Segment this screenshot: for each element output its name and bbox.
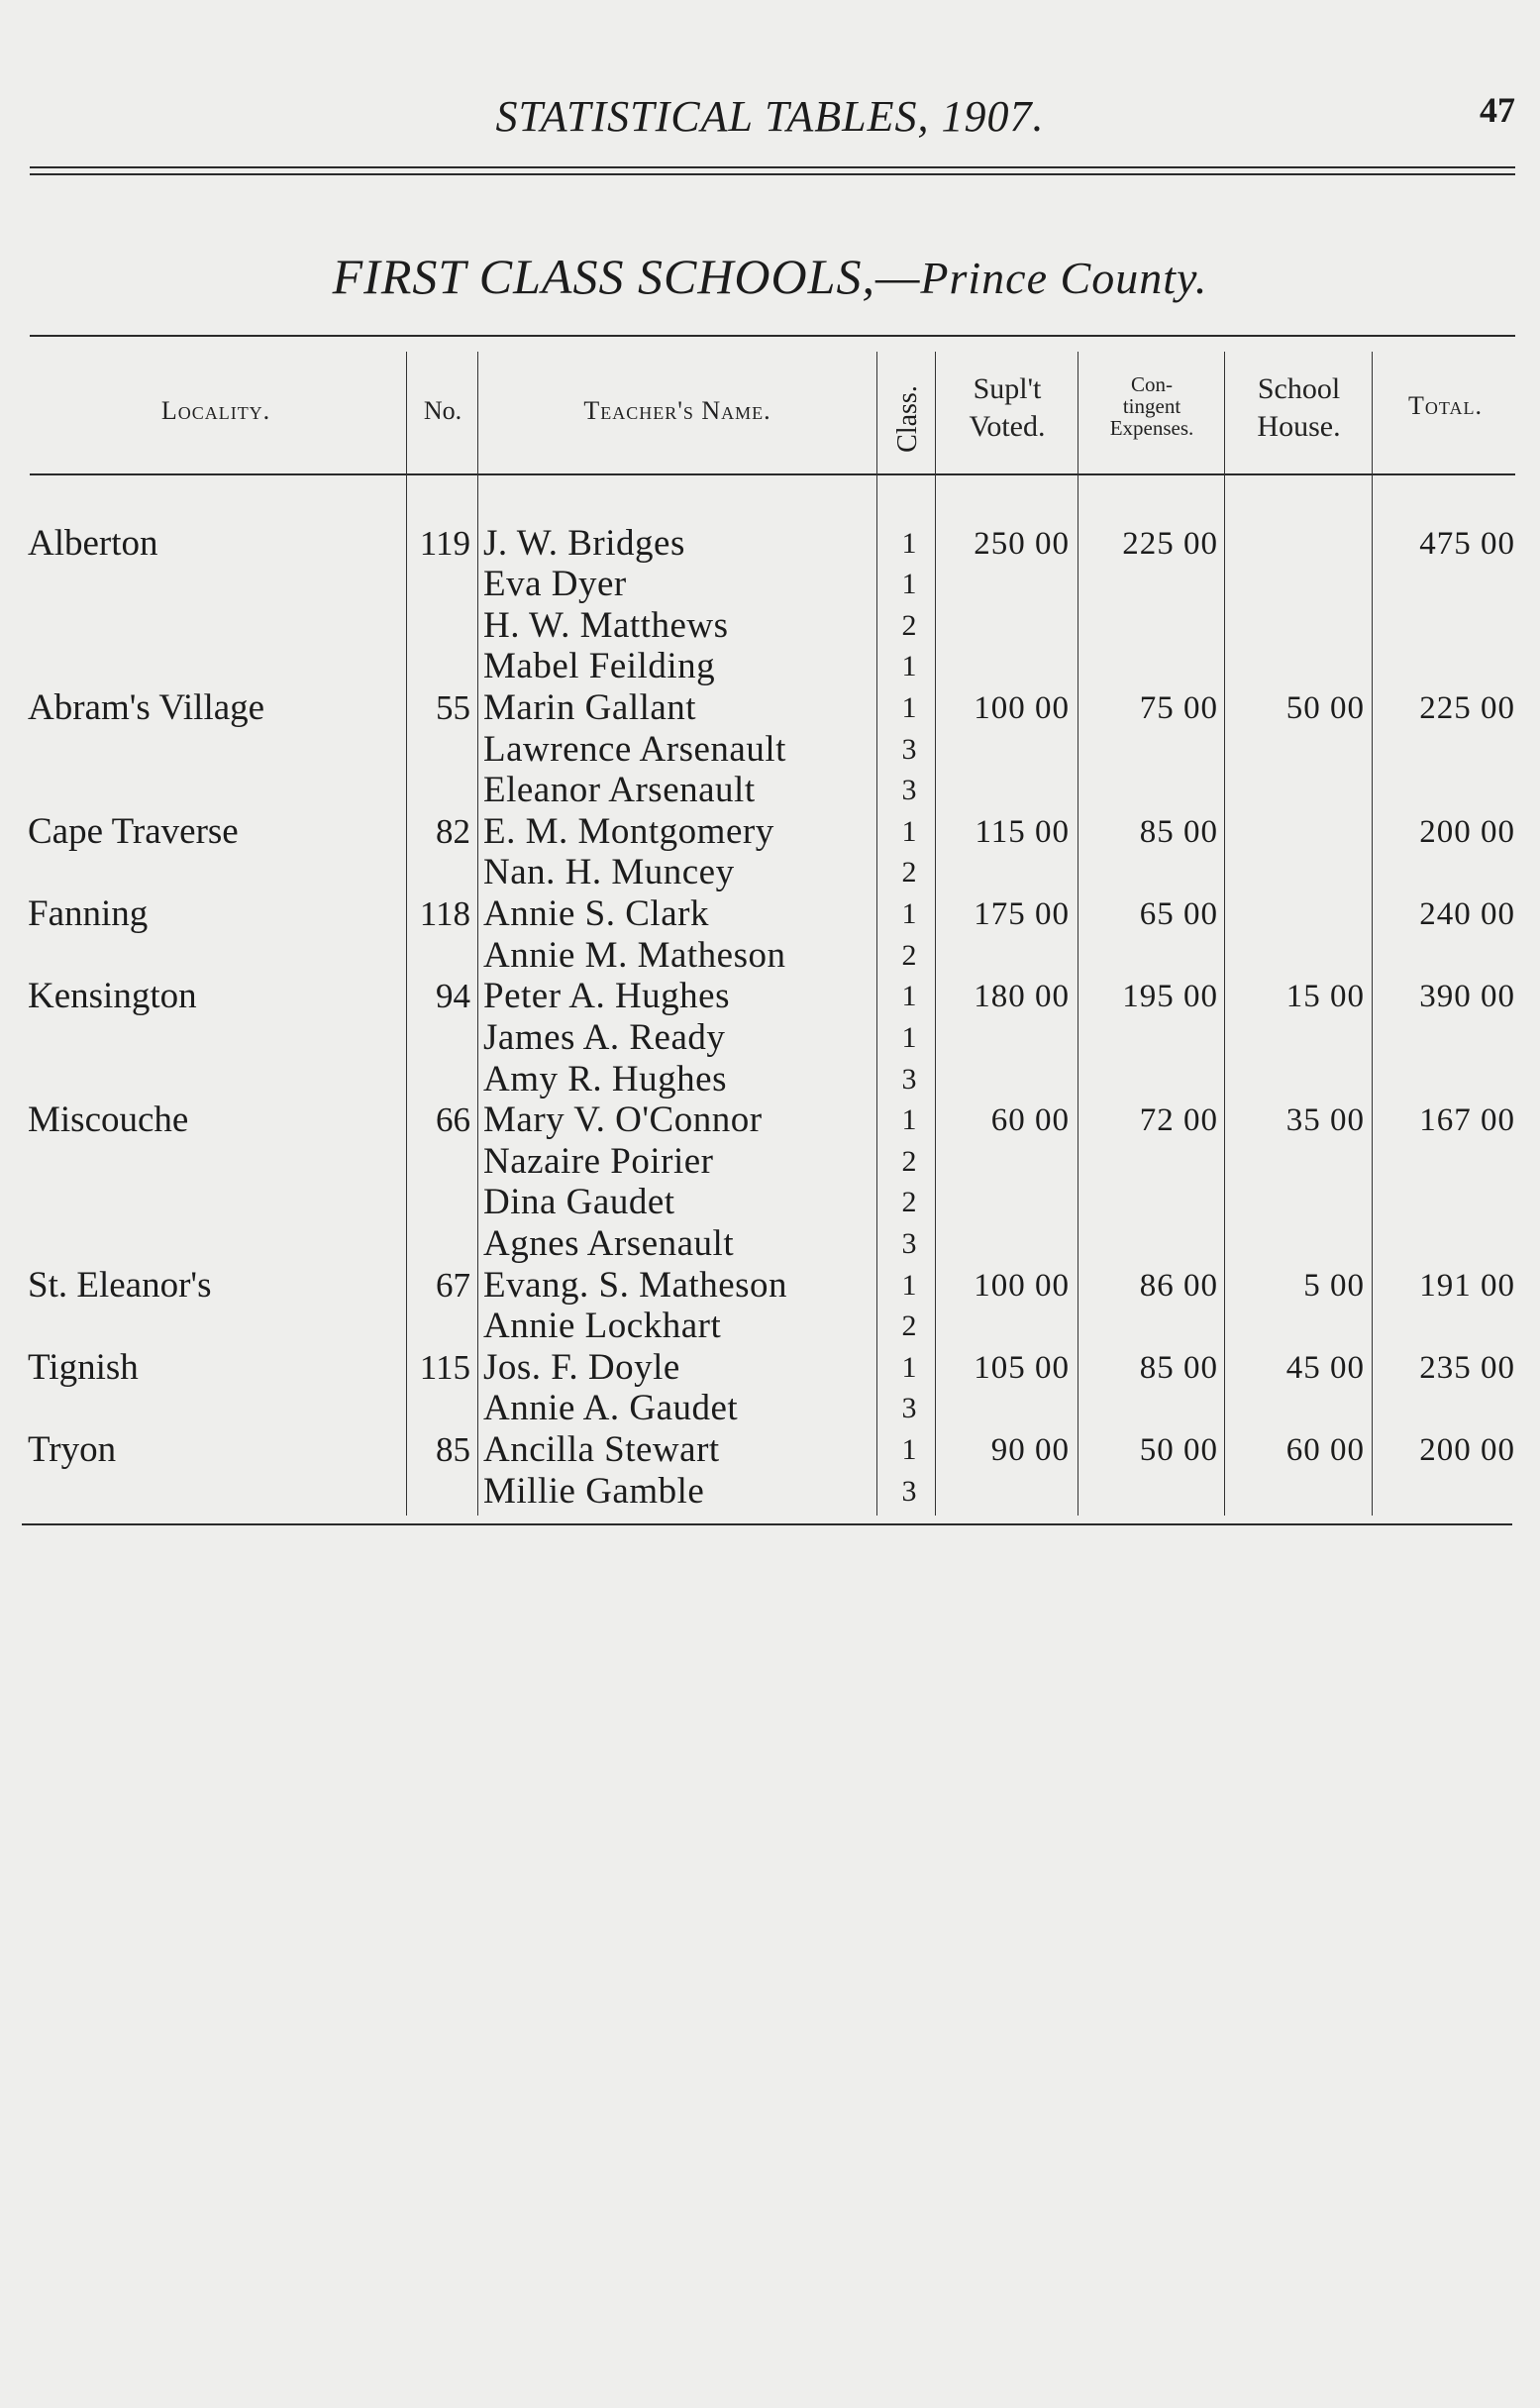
teacher-name: Mary V. O'Connor: [483, 1099, 763, 1140]
teacher-class: 3: [901, 733, 917, 766]
teacher-name: Millie Gamble: [483, 1471, 705, 1512]
teacher-name: Jos. F. Doyle: [483, 1347, 680, 1388]
school-number: 115: [419, 1348, 470, 1387]
teacher-class: 2: [901, 856, 917, 889]
total: 235 00: [1419, 1350, 1515, 1386]
teacher-name: E. M. Montgomery: [483, 811, 774, 852]
teacher-class: 1: [901, 980, 917, 1012]
teacher-name: Annie S. Clark: [483, 893, 709, 934]
teacher-name: Lawrence Arsenault: [483, 729, 786, 770]
school-house: 60 00: [1285, 1432, 1365, 1468]
column-header-no: No.: [423, 396, 462, 425]
column-header-teacher: Teacher's Name.: [583, 396, 771, 425]
locality: Miscouche: [28, 1099, 189, 1140]
table-top-rule: [30, 335, 1515, 337]
contingent-expenses: 50 00: [1139, 1432, 1218, 1468]
contingent-expenses: 195 00: [1122, 979, 1218, 1014]
teacher-name: James A. Ready: [483, 1017, 726, 1058]
school-house: 5 00: [1303, 1268, 1365, 1304]
teacher-class: 1: [901, 1433, 917, 1466]
total: 167 00: [1419, 1102, 1515, 1138]
teacher-name: Mabel Feilding: [483, 646, 716, 686]
teacher-name: Annie M. Matheson: [483, 935, 786, 976]
running-title: STATISTICAL TABLES, 1907.: [495, 92, 1045, 141]
teacher-class: 1: [901, 815, 917, 848]
contingent-expenses: 85 00: [1139, 1350, 1218, 1386]
header-rule-bottom: [30, 173, 1515, 175]
locality: St. Eleanor's: [28, 1265, 212, 1306]
school-number: 118: [419, 894, 470, 933]
teacher-class: 1: [901, 568, 917, 600]
column-header-total: Total.: [1408, 391, 1483, 420]
total: 200 00: [1419, 814, 1515, 850]
supplement-voted: 100 00: [974, 1268, 1070, 1304]
teacher-name: Eleanor Arsenault: [483, 770, 756, 810]
teacher-class: 2: [901, 1309, 917, 1342]
column-header-locality: Locality.: [160, 396, 271, 425]
table-title-main: FIRST CLASS SCHOOLS,—: [332, 249, 921, 304]
teacher-class: 1: [901, 1103, 917, 1136]
supplement-voted: 90 00: [990, 1432, 1070, 1468]
teacher-class: 3: [901, 1063, 917, 1096]
teacher-name: Evang. S. Matheson: [483, 1265, 788, 1306]
teacher-name: Peter A. Hughes: [483, 976, 730, 1016]
supplement-voted: 100 00: [974, 690, 1070, 726]
supplement-voted: 180 00: [974, 979, 1070, 1014]
supplement-voted: 60 00: [990, 1102, 1070, 1138]
teacher-class: 1: [901, 527, 917, 560]
locality: Cape Traverse: [28, 811, 239, 852]
teacher-class: 2: [901, 1186, 917, 1218]
school-house: 15 00: [1285, 979, 1365, 1014]
table-title: [0, 248, 1540, 305]
teacher-class: 2: [901, 609, 917, 642]
teacher-name: Nan. H. Muncey: [483, 852, 735, 892]
school-house: 50 00: [1285, 690, 1365, 726]
column-header-contingent: Con- tingent Expenses.: [1109, 372, 1194, 440]
column-divider: [1372, 352, 1373, 1516]
contingent-expenses: 65 00: [1139, 896, 1218, 932]
locality: Abram's Village: [28, 687, 265, 728]
teacher-class: 3: [901, 774, 917, 806]
total: 240 00: [1419, 896, 1515, 932]
teacher-class: 1: [901, 691, 917, 724]
school-house: 45 00: [1285, 1350, 1365, 1386]
locality: Alberton: [28, 523, 158, 564]
teacher-class: 1: [901, 897, 917, 930]
school-number: 55: [436, 688, 470, 727]
locality: Tignish: [28, 1347, 139, 1388]
table-title-county: Prince County.: [920, 253, 1208, 303]
total: 225 00: [1419, 690, 1515, 726]
total: 390 00: [1419, 979, 1515, 1014]
teacher-name: H. W. Matthews: [483, 605, 729, 646]
supplement-voted: 105 00: [974, 1350, 1070, 1386]
teacher-class: 1: [901, 650, 917, 682]
column-divider: [876, 352, 877, 1516]
teacher-class: 3: [901, 1475, 917, 1508]
teacher-class: 1: [901, 1021, 917, 1054]
teacher-name: Nazaire Poirier: [483, 1141, 714, 1182]
school-number: 94: [436, 977, 470, 1015]
supplement-voted: 115 00: [975, 814, 1070, 850]
teacher-name: Ancilla Stewart: [483, 1429, 720, 1470]
locality: Fanning: [28, 893, 149, 934]
teacher-class: 2: [901, 939, 917, 972]
school-number: 67: [436, 1266, 470, 1305]
supplement-voted: 250 00: [974, 526, 1070, 562]
column-divider: [477, 352, 478, 1516]
teacher-class: 3: [901, 1227, 917, 1260]
teacher-name: Marin Gallant: [483, 687, 697, 728]
teacher-class: 1: [901, 1351, 917, 1384]
contingent-expenses: 75 00: [1139, 690, 1218, 726]
contingent-expenses: 86 00: [1139, 1268, 1218, 1304]
school-number: 119: [419, 524, 470, 563]
locality: Kensington: [28, 976, 197, 1016]
school-number: 82: [436, 812, 470, 851]
school-house: 35 00: [1285, 1102, 1365, 1138]
contingent-expenses: 225 00: [1122, 526, 1218, 562]
total: 200 00: [1419, 1432, 1515, 1468]
teacher-name: Dina Gaudet: [483, 1182, 675, 1222]
total: 191 00: [1419, 1268, 1515, 1304]
teacher-name: Amy R. Hughes: [483, 1059, 727, 1099]
contingent-expenses: 85 00: [1139, 814, 1218, 850]
column-header-school-house: School House.: [1257, 372, 1341, 443]
school-number: 66: [436, 1100, 470, 1139]
total: 475 00: [1419, 526, 1515, 562]
supplement-voted: 175 00: [974, 896, 1070, 932]
teacher-class: 3: [901, 1392, 917, 1424]
teacher-name: Eva Dyer: [483, 564, 627, 604]
column-divider: [1224, 352, 1225, 1516]
header-rule-top: [30, 166, 1515, 168]
page-number: 47: [1480, 90, 1515, 130]
column-header-class: Class.: [892, 385, 923, 453]
table-header-rule: [30, 473, 1515, 475]
teacher-class: 2: [901, 1145, 917, 1178]
teacher-name: Agnes Arsenault: [483, 1223, 735, 1264]
table-bottom-rule: [22, 1523, 1512, 1525]
teacher-name: Annie A. Gaudet: [483, 1388, 739, 1428]
school-number: 85: [436, 1430, 470, 1469]
teacher-name: J. W. Bridges: [483, 523, 685, 564]
contingent-expenses: 72 00: [1139, 1102, 1218, 1138]
teacher-name: Annie Lockhart: [483, 1306, 722, 1346]
locality: Tryon: [28, 1429, 117, 1470]
teacher-class: 1: [901, 1269, 917, 1302]
column-header-supplement: Supl't Voted.: [969, 372, 1046, 443]
